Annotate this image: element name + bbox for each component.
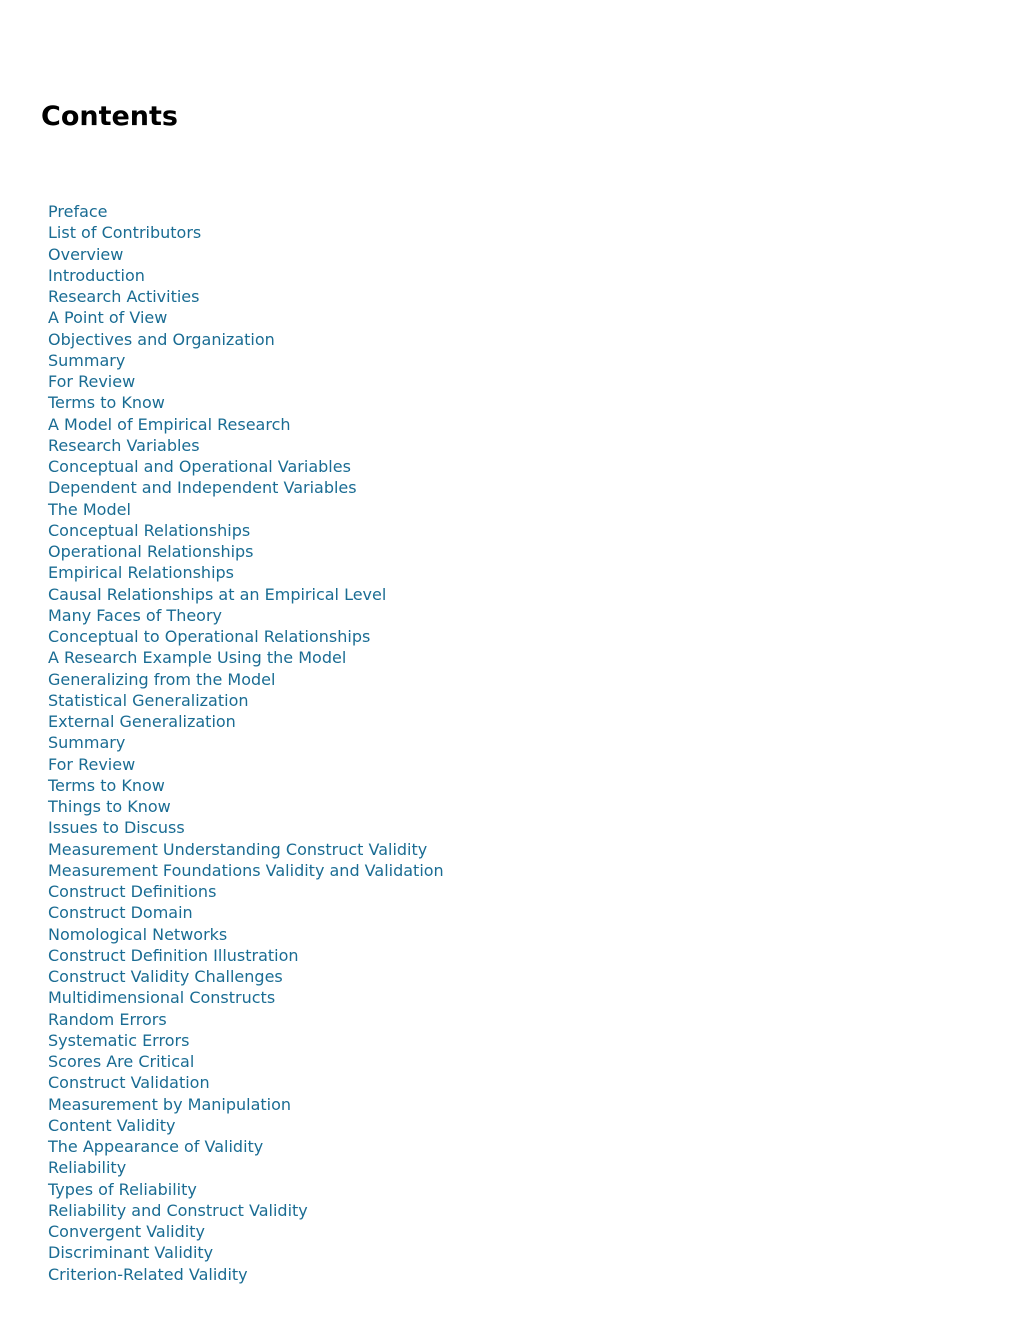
toc-item — [48, 1157, 444, 1178]
toc-item — [48, 477, 444, 498]
toc-item — [48, 456, 444, 477]
toc-link[interactable]: Content Validity — [48, 1115, 176, 1135]
toc-item — [48, 647, 444, 668]
toc-link[interactable]: Scores Are Critical — [48, 1052, 195, 1071]
toc-item — [48, 435, 444, 456]
toc-item — [48, 371, 444, 392]
toc-item — [48, 286, 444, 307]
toc-link[interactable]: Types of Reliability — [48, 1179, 197, 1199]
toc-item — [48, 1179, 444, 1200]
toc-item — [48, 1094, 444, 1115]
toc-item — [48, 1242, 444, 1263]
toc-item — [48, 1009, 444, 1030]
toc-link[interactable]: Systematic Errors — [48, 1030, 190, 1050]
toc-link[interactable]: Reliability — [48, 1158, 127, 1178]
toc-item — [48, 1136, 444, 1157]
toc-link[interactable]: Summary — [48, 733, 126, 753]
toc-link[interactable]: Preface — [48, 202, 108, 221]
toc-item — [48, 839, 444, 860]
toc-link[interactable]: Operational Relationships — [48, 542, 254, 561]
toc-item — [48, 392, 444, 413]
toc-link[interactable]: Conceptual and Operational Variables — [48, 457, 351, 476]
toc-item — [48, 329, 444, 350]
toc-item — [48, 265, 444, 286]
toc-link[interactable]: Measurement Understanding Construct Validity — [48, 839, 428, 859]
toc-link[interactable]: Generalizing from the Model — [48, 669, 276, 689]
toc-link[interactable]: Issues to Discuss — [48, 818, 185, 838]
toc-item — [48, 1200, 444, 1221]
toc-link[interactable]: Objectives and Organization — [48, 329, 275, 349]
toc-link[interactable]: Construct Definitions — [48, 882, 217, 901]
toc-item — [48, 711, 444, 732]
toc-item — [48, 796, 444, 817]
toc-link[interactable]: Construct Validation — [48, 1073, 210, 1093]
toc-item — [48, 1072, 444, 1093]
toc-link[interactable]: Construct Definition Illustration — [48, 945, 299, 965]
toc-link[interactable]: External Generalization — [48, 712, 236, 731]
toc-item — [48, 584, 444, 605]
toc-link[interactable]: Multidimensional Constructs — [48, 988, 276, 1008]
toc-item — [48, 945, 444, 966]
toc-link[interactable]: The Model — [48, 499, 131, 519]
toc-link[interactable]: A Point of View — [48, 308, 168, 328]
toc-item — [48, 414, 444, 435]
table-of-contents — [48, 201, 444, 1285]
toc-item — [48, 201, 444, 222]
toc-item — [48, 350, 444, 371]
toc-link[interactable]: Dependent and Independent Variables — [48, 478, 357, 498]
toc-link[interactable]: A Model of Empirical Research — [48, 414, 291, 434]
toc-link[interactable]: Terms to Know — [48, 393, 165, 413]
toc-link[interactable]: Research Variables — [48, 435, 200, 455]
toc-item — [48, 222, 444, 243]
toc-link[interactable]: Reliability and Construct Validity — [48, 1200, 308, 1220]
toc-link[interactable]: A Research Example Using the Model — [48, 648, 347, 668]
toc-link[interactable]: Measurement Foundations Validity and Validation — [48, 860, 444, 880]
toc-link[interactable]: Convergent Validity — [48, 1222, 205, 1241]
toc-item — [48, 1221, 444, 1242]
toc-link[interactable]: For Review — [48, 754, 136, 774]
toc-link[interactable]: Discriminant Validity — [48, 1243, 214, 1263]
toc-link[interactable]: Introduction — [48, 265, 145, 285]
toc-link[interactable]: Nomological Networks — [48, 924, 228, 944]
toc-link[interactable]: Overview — [48, 244, 124, 264]
toc-link[interactable]: Causal Relationships at an Empirical Level — [48, 584, 387, 604]
toc-item — [48, 902, 444, 923]
toc-item — [48, 1030, 444, 1051]
toc-link[interactable]: Summary — [48, 350, 126, 370]
toc-item — [48, 499, 444, 520]
toc-item — [48, 605, 444, 626]
toc-item — [48, 1264, 444, 1285]
toc-link[interactable]: The Appearance of Validity — [48, 1137, 264, 1156]
toc-item — [48, 626, 444, 647]
toc-item — [48, 244, 444, 265]
toc-link[interactable]: Statistical Generalization — [48, 690, 249, 710]
toc-link[interactable]: Research Activities — [48, 287, 200, 306]
toc-item — [48, 860, 444, 881]
toc-item — [48, 1115, 444, 1136]
toc-link[interactable]: Construct Domain — [48, 903, 193, 923]
toc-item — [48, 307, 444, 328]
toc-link[interactable]: Things to Know — [48, 797, 171, 816]
toc-item — [48, 775, 444, 796]
toc-link[interactable]: For Review — [48, 372, 136, 391]
toc-link[interactable]: Random Errors — [48, 1009, 167, 1029]
toc-link[interactable]: Conceptual Relationships — [48, 520, 251, 540]
toc-item — [48, 1051, 444, 1072]
toc-link[interactable]: Terms to Know — [48, 775, 165, 795]
toc-item — [48, 987, 444, 1008]
toc-item — [48, 732, 444, 753]
toc-link[interactable]: Measurement by Manipulation — [48, 1094, 292, 1114]
toc-item — [48, 541, 444, 562]
toc-link[interactable]: List of Contributors — [48, 223, 202, 243]
toc-item — [48, 817, 444, 838]
toc-link[interactable]: Construct Validity Challenges — [48, 967, 283, 986]
toc-item — [48, 669, 444, 690]
toc-item — [48, 881, 444, 902]
toc-item — [48, 562, 444, 583]
toc-item — [48, 966, 444, 987]
toc-link[interactable]: Empirical Relationships — [48, 563, 235, 583]
toc-item — [48, 690, 444, 711]
toc-item — [48, 754, 444, 775]
toc-item — [48, 924, 444, 945]
toc-link[interactable]: Conceptual to Operational Relationships — [48, 627, 371, 646]
toc-link[interactable]: Many Faces of Theory — [48, 605, 223, 625]
page-title: Contents — [41, 101, 179, 132]
toc-item — [48, 520, 444, 541]
toc-link[interactable]: Criterion-Related Validity — [48, 1264, 248, 1284]
